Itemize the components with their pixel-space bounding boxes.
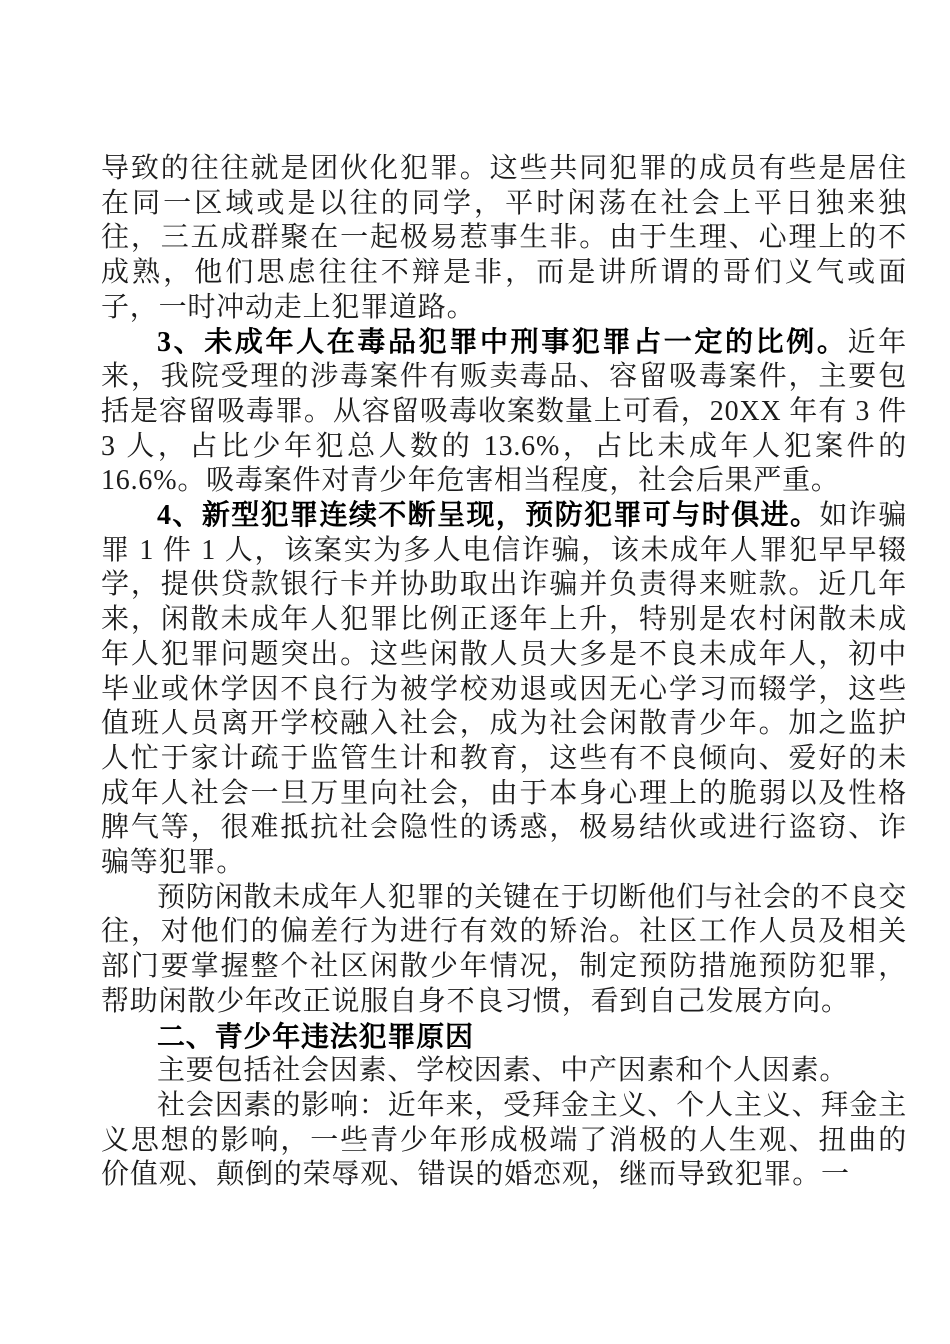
paragraph-new-crime-section — [101, 499, 907, 881]
paragraph-drug-crime-section — [101, 326, 907, 500]
drug-crime-section-heading: 3、未成年人在毒品犯罪中刑事犯罪占一定的比例。 — [157, 326, 848, 358]
paragraph-social-factors: 社会因素的影响：近年来，受拜金主义、个人主义、拜金主义思想的影响，一些青少年形成极端了消极的人生观、扭曲的价值观、颠倒的荣辱观、错误的婚恋观，继而导致犯罪。一 — [101, 1089, 907, 1191]
document-text-block — [101, 152, 907, 1193]
section-two-heading: 二、青少年违法犯罪原因 — [157, 1020, 474, 1052]
paragraph-factors-summary: 主要包括社会因素、学校因素、中产因素和个人因素。 — [157, 1055, 849, 1087]
drug-crime-section-text: 近年来，我院受理的涉毒案件有贩卖毒品、容留吸毒案件，主要包括是容留吸毒罪。从容留吸毒收案数量上可看，20XX 年有 3 件 3 人，占比少年犯总人数的 13.6%，占比未成年人犯案件的 16.6%。吸毒案件对青少年危害相当程度，社会后果严重。 — [101, 326, 907, 497]
new-crime-section-text: 如诈骗罪 1 件 1 人，该案实为多人电信诈骗，该未成年人罪犯早早辍学，提供贷款银行卡并协助取出诈骗并负责得来赃款。近几年来，闲散未成年人犯罪比例正逐年上升，特别是农村闲散未成年人犯罪问题突出。这些闲散人员大多是不良未成年人，初中毕业或休学因不良行为被学校劝退或因无心学习而辍学，这些值班人员离开学校融入社会，成为社会闲散青少年。加之监护人忙于家计疏于监管生计和教育，这些有不良倾向、爱好的未成年人社会一旦万里向社会，由于本身心理上的脆弱以及性格脾气等，很难抵抗社会隐性的诱惑，极易结伙或进行盗窃、诈骗等犯罪。 — [101, 500, 907, 879]
new-crime-section-heading: 4、新型犯罪连续不断呈现，预防犯罪可与时俱进。 — [157, 500, 820, 532]
paragraph-prevention: 预防闲散未成年人犯罪的关键在于切断他们与社会的不良交往，对他们的偏差行为进行有效的矫治。社区工作人员及相关部门要掌握整个社区闲散少年情况，制定预防措施预防犯罪，帮助闲散少年改正说服自身不良习惯，看到自己发展方向。 — [101, 881, 907, 1017]
paragraph-gang-crime-continuation: 导致的往往就是团伙化犯罪。这些共同犯罪的成员有些是居住在同一区域或是以往的同学，平时闲荡在社会上平日独来独往，三五成群聚在一起极易惹事生非。由于生理、心理上的不成熟，他们思虑往往不辩是非，而是讲所谓的哥们义气或面子，一时冲动走上犯罪道路。 — [101, 153, 907, 323]
